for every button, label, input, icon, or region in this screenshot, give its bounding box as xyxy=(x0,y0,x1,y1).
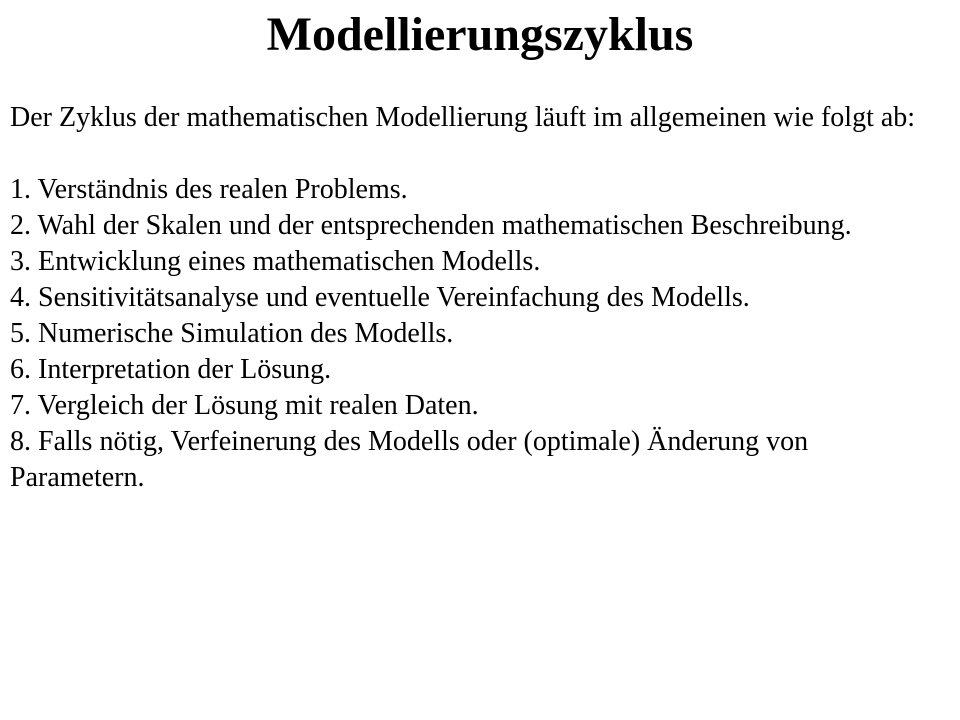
slide-body xyxy=(10,100,940,496)
step-item: 2. Wahl der Skalen und der entsprechenden mathematischen Beschreibung. xyxy=(10,210,852,241)
step-item: 5. Numerische Simulation des Modells. xyxy=(10,318,454,349)
steps-list xyxy=(10,172,940,496)
step-item: 1. Verständnis des realen Problems. xyxy=(10,174,408,205)
slide-title: Modellierungszyklus xyxy=(266,8,694,61)
step-item: 7. Vergleich der Lösung mit realen Daten. xyxy=(10,390,479,421)
step-item: 3. Entwicklung eines mathematischen Modells. xyxy=(10,246,541,277)
step-item: 4. Sensitivitätsanalyse und eventuelle Vereinfachung des Modells. xyxy=(10,282,750,313)
step-item: 8. Falls nötig, Verfeinerung des Modells oder (optimale) Änderung von Parametern. xyxy=(10,426,809,493)
step-item: 6. Interpretation der Lösung. xyxy=(10,354,332,385)
intro-paragraph: Der Zyklus der mathematischen Modellierung läuft im allgemeinen wie folgt ab: xyxy=(10,102,916,133)
